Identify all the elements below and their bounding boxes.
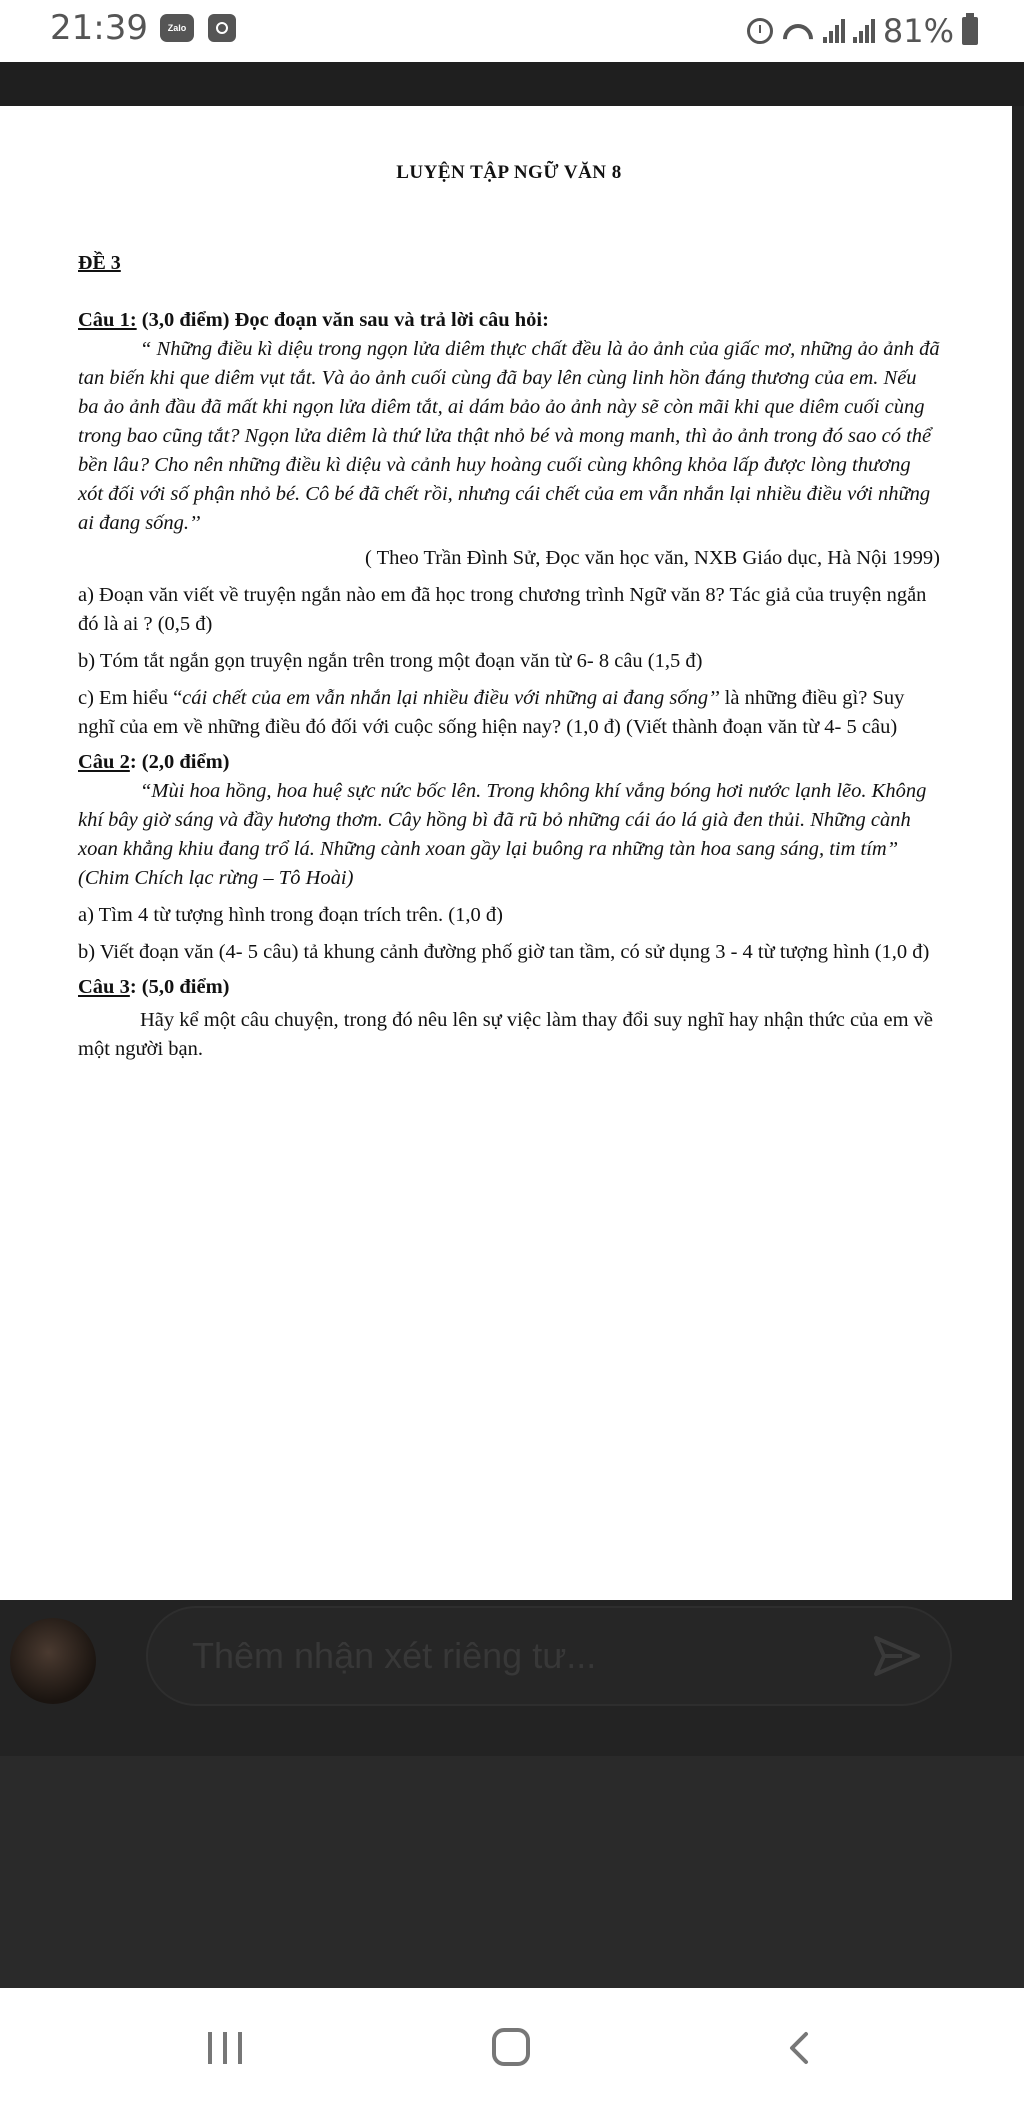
- question-1-title: (3,0 điểm) Đọc đoạn văn sau và trả lời câu hỏi:: [136, 309, 549, 331]
- question-1: [78, 306, 940, 1064]
- question-2-label: Câu 2: [78, 751, 130, 773]
- status-indicators: [747, 8, 978, 54]
- question-2-title: : (2,0 điểm): [129, 751, 230, 773]
- question-1c-prefix: c) Em hiểu “: [78, 687, 183, 709]
- question-2-heading: [78, 748, 940, 777]
- question-1c-suffix: là những điều gì? Suy nghĩ của em về những điều đó đối với cuộc sống hiện nay? (1,0 đ) (Viết thành đoạn văn từ 4- 5 câu): [78, 687, 905, 738]
- question-3-prompt: Hãy kể một câu chuyện, trong đó nêu lên sự việc làm thay đổi suy nghĩ hay nhận thức của em về một người bạn.: [78, 1009, 934, 1060]
- question-2b: b) Viết đoạn văn (4- 5 câu) tả khung cảnh đường phố giờ tan tầm, có sử dụng 3 - 4 từ tượng hình (1,0 đ): [78, 941, 930, 963]
- battery-icon: [962, 17, 978, 45]
- exam-label: ĐỀ 3: [78, 252, 121, 274]
- question-1c: [78, 684, 940, 742]
- question-1-heading: [78, 306, 940, 335]
- wifi-icon: [781, 18, 815, 44]
- question-2-passage: “Mùi hoa hồng, hoa huệ sực nức bốc lên. Trong không khí vắng bóng hơi nước lạnh lẽo. Không khí bây giờ sáng và đầy hương thơm. Cây hồng bì đã rũ bỏ những cái áo lá già đen thủi. Những cành xoan khẳng khiu đang trổ lá. Những cành xoan gầy lại buông ra những tàn hoa sang sáng, tim tím” (Chim Chích lạc rừng – Tô Hoài): [78, 780, 927, 889]
- zalo-icon: Zalo: [160, 14, 194, 42]
- question-1-source: ( Theo Trần Đình Sử, Đọc văn học văn, NXB Giáo dục, Hà Nội 1999): [365, 547, 940, 569]
- status-bar: [0, 0, 1024, 62]
- private-comment-input[interactable]: Thêm nhận xét riêng tư...: [146, 1606, 952, 1706]
- question-3-label: Câu 3: [78, 976, 130, 998]
- navigation-bar: [0, 1988, 1024, 2106]
- signal-icon: [823, 19, 845, 43]
- send-icon[interactable]: [872, 1634, 922, 1678]
- comment-bar: [0, 1600, 1024, 1756]
- document-page[interactable]: [0, 106, 1012, 1600]
- battery-percentage: 81%: [882, 12, 954, 50]
- question-2a: a) Tìm 4 từ tượng hình trong đoạn trích trên. (1,0 đ): [78, 904, 503, 926]
- document-title: LUYỆN TẬP NGỮ VĂN 8: [396, 162, 622, 183]
- question-1-passage: “ Những điều kì diệu trong ngọn lửa diêm thực chất đều là ảo ảnh của giấc mơ, những ảo ảnh đã tan biến khi que diêm vụt tắt. Và ảo ảnh cuối cùng đã bay lên cùng linh hồn đáng thương của em. Nếu ba ảo ảnh đầu đã mất khi ngọn lửa diêm tắt, ai dám bảo ảo ảnh này sẽ còn mãi khi que diêm cuối cùng trong bao cũng tắt? Ngọn lửa diêm là thứ lửa thật nhỏ bé và mong manh, thì ảo ảnh trong đó sao có thể bền lâu? Cho nên những điều kì diệu và cảnh huy hoàng cuối cùng không khỏa lấp được lòng thương xót đối với số phận nhỏ bé. Cô bé đã chết rồi, nhưng cái chết của em vẫn nhắn lại nhiều điều với những ai đang sống.’’: [78, 338, 940, 534]
- question-1b: b) Tóm tắt ngắn gọn truyện ngắn trên trong một đoạn văn từ 6- 8 câu (1,5 đ): [78, 650, 703, 672]
- viewer-top-bar: [0, 62, 1024, 106]
- question-1-label: Câu 1:: [78, 309, 137, 331]
- question-1a: a) Đoạn văn viết về truyện ngắn nào em đã học trong chương trình Ngữ văn 8? Tác giả của truyện ngắn đó là ai ? (0,5 đ): [78, 584, 927, 635]
- signal-icon-2: [853, 19, 875, 43]
- background-panel: [0, 1756, 1024, 1988]
- home-icon[interactable]: [492, 2028, 530, 2066]
- avatar[interactable]: [10, 1618, 96, 1704]
- alarm-icon: [747, 18, 773, 44]
- back-icon[interactable]: [782, 2030, 818, 2066]
- app-notification-icon: [208, 14, 236, 42]
- recent-apps-icon[interactable]: [208, 2032, 242, 2064]
- question-3-heading: [78, 973, 940, 1002]
- status-time: 21:39: [50, 8, 148, 48]
- question-1c-quote: cái chết của em vẫn nhắn lại nhiều điều với những ai đang sống’’: [182, 687, 720, 709]
- question-3-title: : (5,0 điểm): [129, 976, 230, 998]
